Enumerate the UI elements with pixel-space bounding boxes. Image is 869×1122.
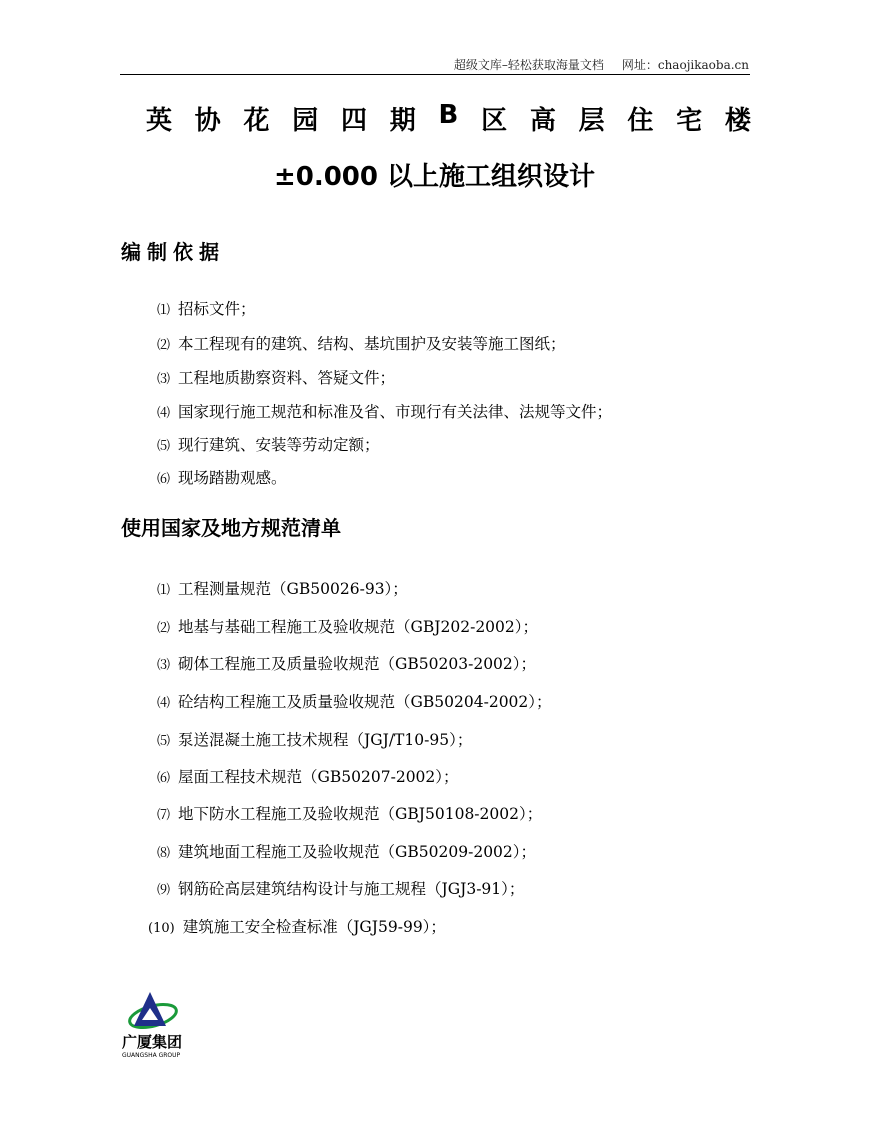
company-logo [120, 990, 190, 1060]
item-text: 招标文件； [178, 300, 256, 318]
title-char: 英 [146, 106, 173, 136]
list-item [157, 840, 536, 862]
header-rule [120, 74, 750, 75]
item-text: 建筑施工安全检查标准（JGJ59-99）； [182, 918, 446, 936]
item-text: 国家现行施工规范和标准及省、市现行有关法律、法规等文件； [178, 403, 613, 421]
list-item [157, 802, 542, 824]
logo-mark-icon [120, 990, 190, 1060]
item-number: ⑵ [157, 621, 171, 636]
title-char: B [438, 100, 459, 130]
title-char: 园 [292, 106, 319, 136]
header-url-label: 网址： [621, 58, 658, 72]
item-number: ⑹ [157, 472, 171, 487]
list-item [157, 652, 536, 674]
item-text: 地基与基础工程施工及验收规范（GBJ202-2002）； [178, 618, 539, 636]
item-text: 钢筋砼高层建筑结构设计与施工规程（JGJ3-91）； [178, 880, 525, 898]
item-text: 本工程现有的建筑、结构、基坑围护及安装等施工图纸； [178, 335, 566, 353]
item-number: ⑴ [157, 303, 171, 318]
list-item [157, 332, 566, 354]
item-text: 现行建筑、安装等劳动定额； [178, 436, 380, 454]
title-line-2: ±0.000 以上施工组织设计 [273, 162, 596, 192]
list-item [157, 728, 472, 750]
title-char: 四 [341, 106, 368, 136]
item-text: 工程地质勘察资料、答疑文件； [178, 369, 396, 387]
item-text: 砌体工程施工及质量验收规范（GB50203-2002）； [178, 655, 537, 673]
page-header [454, 56, 749, 73]
item-text: 砼结构工程施工及质量验收规范（GB50204-2002）； [178, 693, 552, 711]
item-number: ⑵ [157, 338, 171, 353]
title-char: 高 [529, 106, 556, 136]
item-number: ⑺ [157, 808, 171, 823]
list-item [157, 877, 524, 899]
item-number: ⑷ [157, 696, 171, 711]
item-number: ⑼ [157, 883, 171, 898]
list-item [157, 615, 538, 637]
list-item [157, 577, 408, 599]
title-char: 楼 [724, 106, 751, 136]
item-number: ⑹ [157, 771, 171, 786]
list-item [157, 690, 552, 712]
list-item [157, 466, 287, 488]
item-number: ⑻ [157, 846, 171, 861]
title-char: 住 [627, 106, 654, 136]
logo-name: 广厦集团 [122, 1033, 183, 1051]
title-char: 协 [194, 106, 221, 136]
list-item [148, 915, 446, 937]
item-number: ⑶ [157, 658, 171, 673]
item-text: 地下防水工程施工及验收规范（GBJ50108-2002）； [178, 805, 543, 823]
section-heading-basis: 编制依据 [121, 240, 225, 264]
item-number: ⑶ [157, 372, 171, 387]
item-number: ⑷ [157, 406, 171, 421]
item-text: 现场踏勘观感。 [178, 469, 287, 487]
item-number: ⑴ [157, 583, 171, 598]
list-item [157, 433, 380, 455]
title-char: 花 [243, 106, 270, 136]
title-char: 区 [481, 106, 508, 136]
title-line-1 [146, 100, 751, 137]
header-url: chaojikaoba.cn [657, 58, 749, 72]
list-item [157, 400, 612, 422]
title-char: 层 [578, 106, 605, 136]
list-item [157, 765, 459, 787]
item-number: ⑸ [157, 734, 171, 749]
item-text: 建筑地面工程施工及验收规范（GB50209-2002）； [178, 843, 537, 861]
item-number: ⑸ [157, 439, 171, 454]
title-char: 宅 [676, 106, 703, 136]
header-site: 超级文库–轻松获取海量文档 [453, 58, 604, 72]
item-text: 屋面工程技术规范（GB50207-2002）； [178, 768, 459, 786]
list-item [157, 297, 256, 319]
list-item [157, 366, 395, 388]
item-text: 泵送混凝土施工技术规程（JGJ/T10-95）； [178, 731, 473, 749]
logo-sub: GUANGSHA GROUP [122, 1052, 181, 1059]
item-number: (10) [148, 921, 175, 936]
item-text: 工程测量规范（GB50026-93）； [178, 580, 408, 598]
title-char: 期 [389, 106, 416, 136]
section-heading-standards: 使用国家及地方规范清单 [121, 516, 341, 540]
